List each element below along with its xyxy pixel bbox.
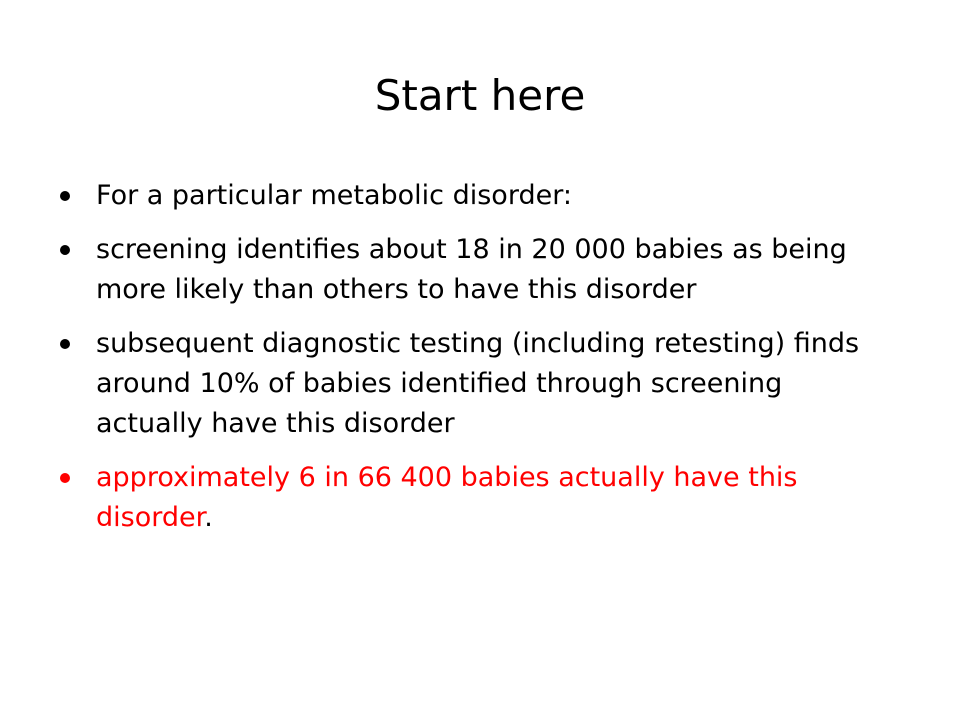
bullet-text: For a particular metabolic disorder:	[96, 180, 572, 211]
bullet-dot-icon	[60, 191, 70, 201]
bullet-text: approximately 6 in 66 400 babies actually have this disorder	[96, 462, 798, 533]
bullet-dot-icon	[60, 473, 70, 483]
bullet-item-highlighted	[60, 458, 870, 538]
bullet-text-suffix: .	[204, 502, 213, 533]
bullet-item	[60, 230, 870, 310]
bullet-list	[60, 176, 870, 552]
slide-title: Start here	[374, 71, 586, 120]
bullet-item	[60, 324, 870, 444]
bullet-text: subsequent diagnostic testing (including retesting) finds around 10% of babies identified through screening actually have this disorder	[96, 328, 860, 439]
bullet-text: screening identifies about 18 in 20 000 babies as being more likely than others to have this disorder	[96, 234, 847, 305]
bullet-item	[60, 176, 870, 216]
bullet-dot-icon	[60, 245, 70, 255]
bullet-dot-icon	[60, 339, 70, 349]
